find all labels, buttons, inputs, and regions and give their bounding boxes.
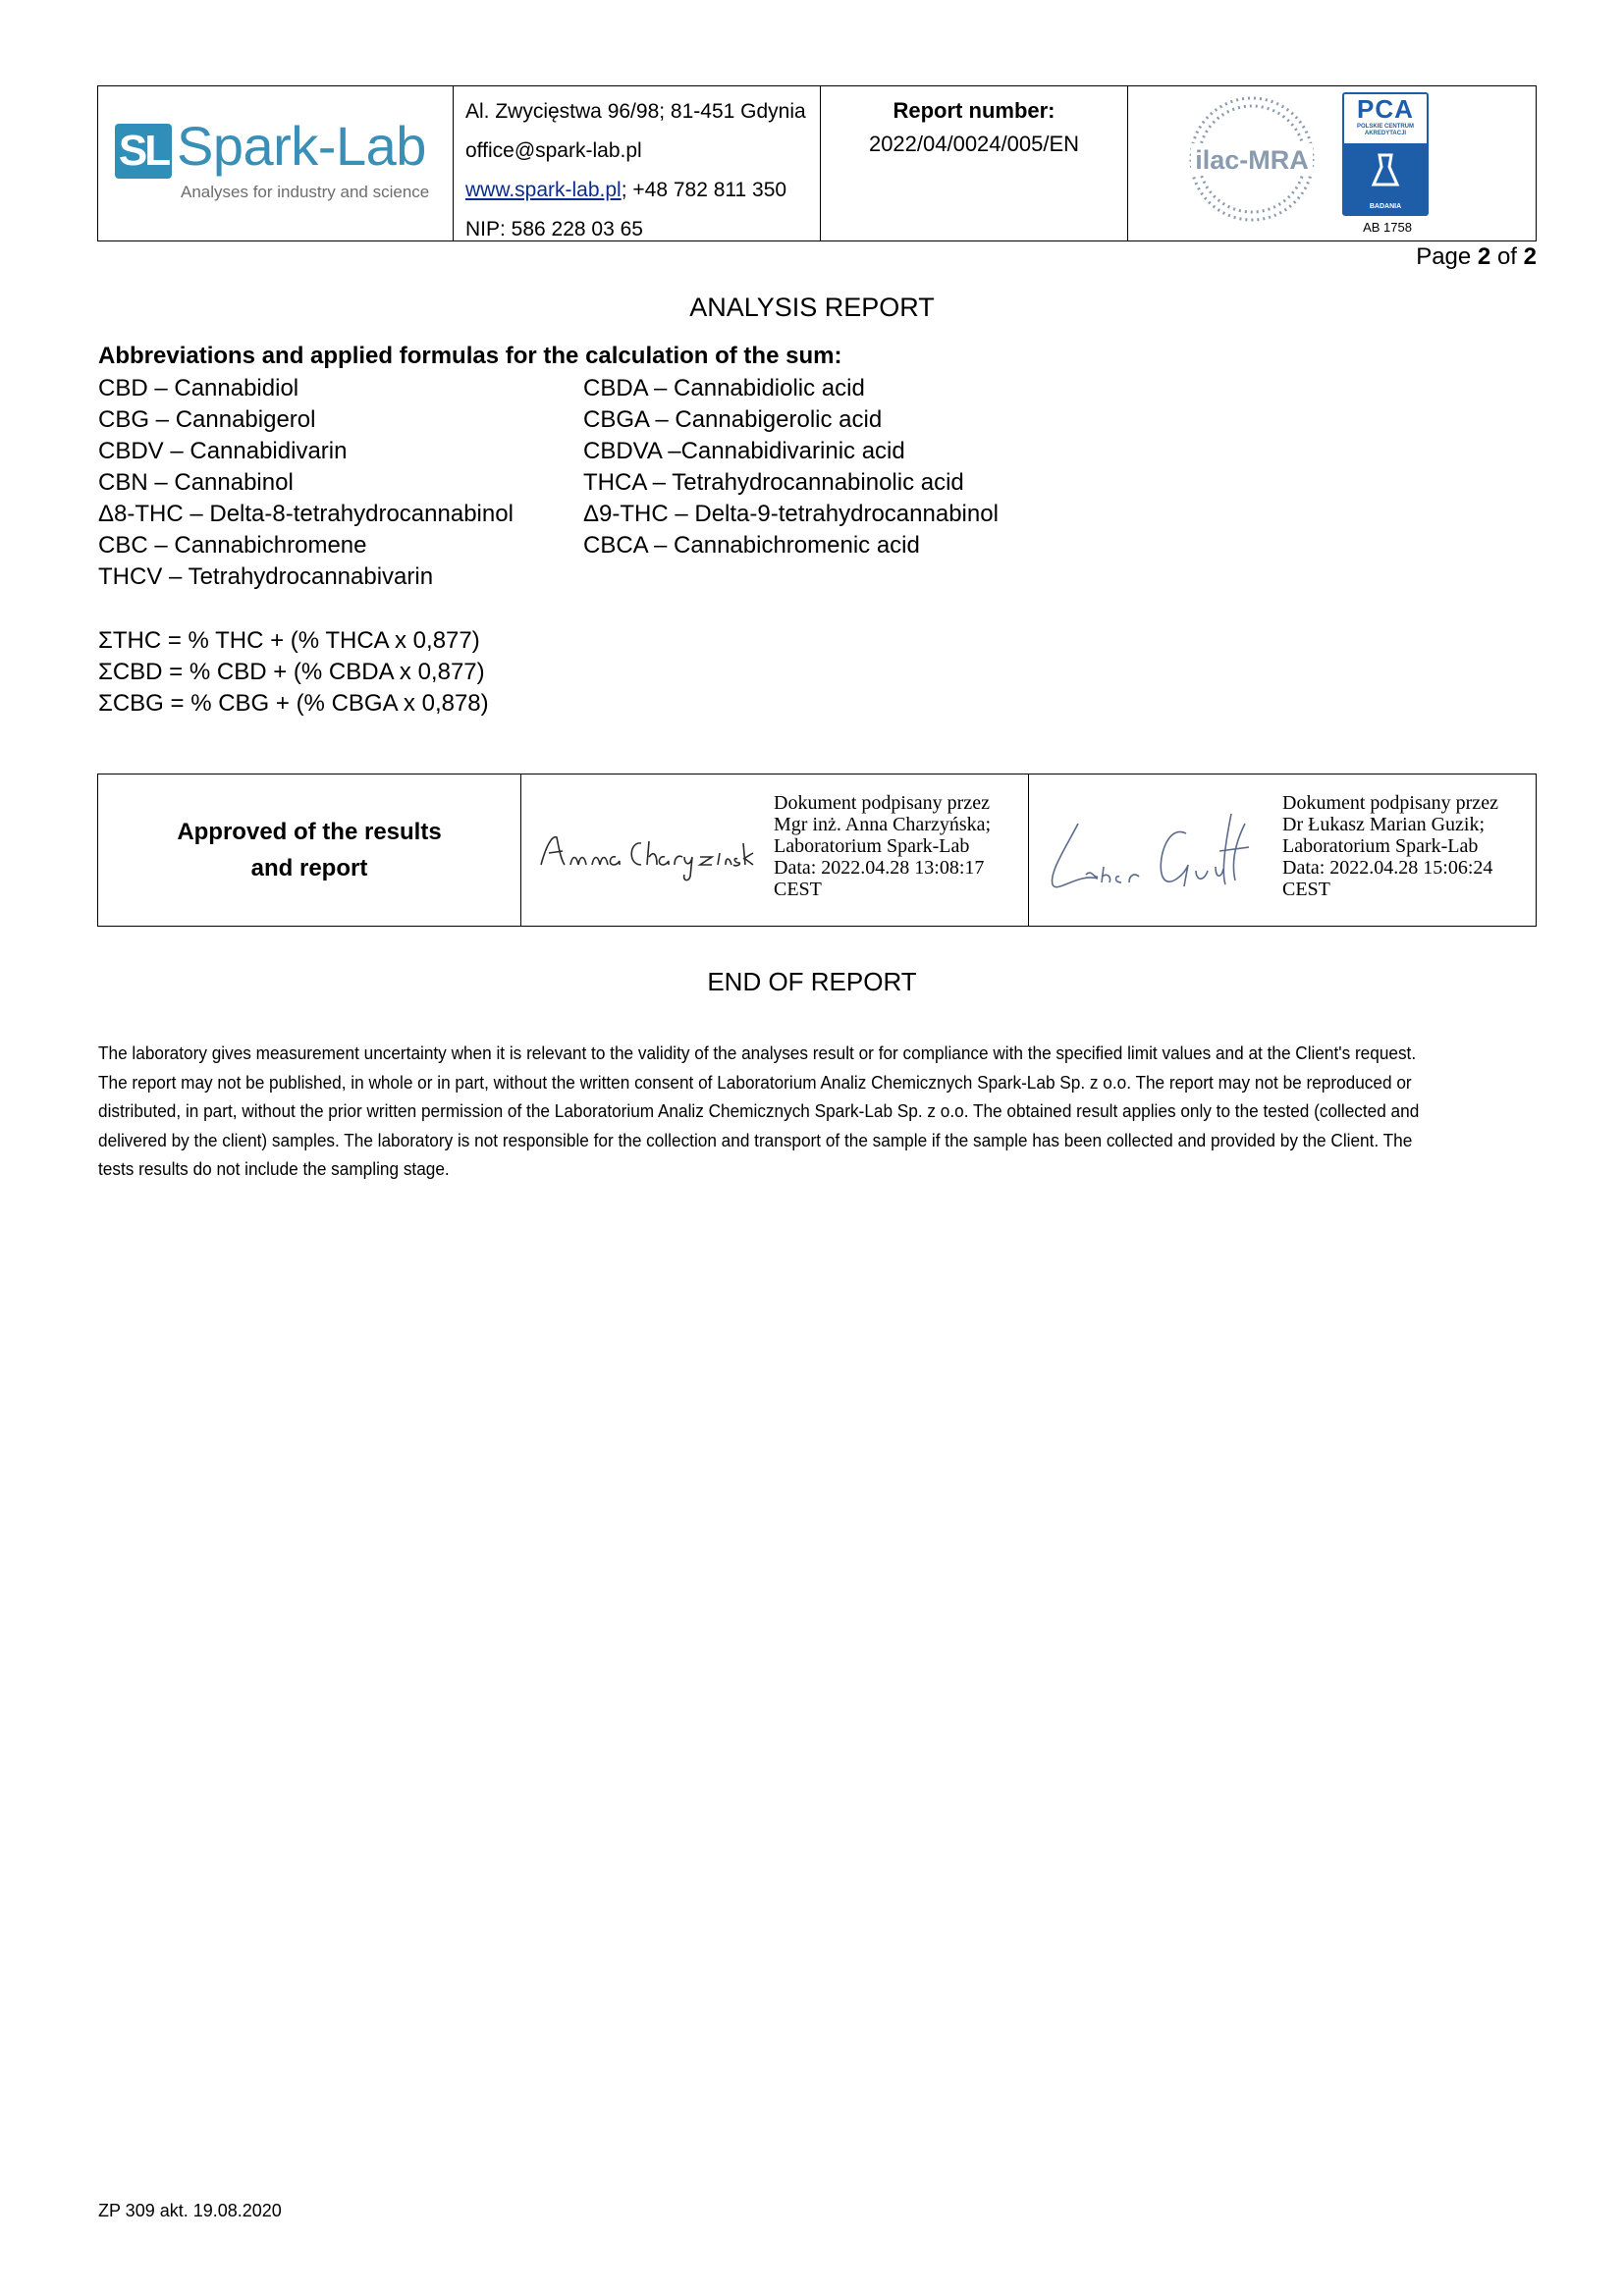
page-number	[1416, 243, 1537, 271]
logo-name: Spark-Lab	[177, 115, 426, 177]
company-logo	[98, 86, 454, 240]
abbreviations-left	[98, 373, 514, 593]
sig1-line: CEST	[774, 879, 822, 900]
phone: ; +48 782 811 350	[621, 179, 787, 201]
nip: NIP: 586 228 03 65	[465, 218, 643, 240]
signature-cell-1	[521, 774, 1029, 926]
website-link[interactable]: www.spark-lab.pl	[465, 179, 622, 201]
disclaimer-line: The report may not be published, in whole or in part, without the written consent of Laboratorium Analiz Chemicznych Spark-Lab Sp. z o.o. The report may not be reproduced or	[98, 1071, 1412, 1093]
logo-mark: SL	[115, 124, 172, 179]
report-number: 2022/04/0024/005/EN	[868, 132, 1080, 156]
abbr-item: CBG – Cannabigerol	[98, 406, 316, 433]
abbr-item: CBDVA –Cannabidivarinic acid	[583, 438, 905, 464]
sig1-line: Data: 2022.04.28 13:08:17	[774, 857, 985, 879]
page-prefix: Page	[1416, 243, 1478, 270]
disclaimer-line: delivered by the client) samples. The laboratory is not responsible for the collection and transport of the sample if the sample has been collected and provided by the Client. The	[98, 1129, 1413, 1150]
ilac-text: ilac-MRA	[1195, 145, 1309, 175]
sig1-line: Laboratorium Spark-Lab	[774, 835, 970, 857]
contact-info	[454, 86, 821, 240]
accreditation-cell	[1128, 86, 1536, 240]
disclaimer	[98, 1039, 1532, 1184]
approval-table	[97, 774, 1537, 927]
disclaimer-line: The laboratory gives measurement uncertainty when it is relevant to the validity of the analyses result or for compliance with the specified limit values and at the Client's request.	[98, 1042, 1417, 1063]
formula: ΣTHC = % THC + (% THCA x 0,877)	[98, 627, 480, 654]
pca-title: PCA	[1357, 94, 1414, 124]
pca-badge	[1344, 143, 1427, 214]
report-number-cell	[821, 86, 1128, 240]
report-title: ANALYSIS REPORT	[689, 293, 935, 322]
page-current: 2	[1477, 243, 1491, 270]
approval-label-line1: Approved of the results	[177, 819, 442, 845]
address: Al. Zwycięstwa 96/98; 81-451 Gdynia	[465, 100, 806, 123]
abbr-item: CBDV – Cannabidivarin	[98, 438, 348, 464]
accreditation-code: AB 1758	[1363, 220, 1412, 235]
sig2-line: CEST	[1282, 879, 1330, 900]
handwritten-signature-2	[1039, 804, 1274, 902]
page-of: of	[1490, 243, 1524, 270]
signature-1-text	[774, 792, 991, 900]
report-header	[97, 85, 1537, 241]
abbr-item: CBGA – Cannabigerolic acid	[583, 406, 883, 433]
sig2-line: Laboratorium Spark-Lab	[1282, 835, 1479, 857]
pca-subtitle: POLSKIE CENTRUM AKREDYTACJI	[1356, 124, 1414, 136]
pca-badge-text: BADANIA	[1369, 203, 1402, 210]
email: office@spark-lab.pl	[465, 139, 642, 162]
end-of-report: END OF REPORT	[707, 967, 917, 996]
formulas	[98, 625, 489, 720]
signature-cell-2	[1029, 774, 1536, 926]
approval-label-line2: and report	[250, 855, 368, 881]
sig2-line: Data: 2022.04.28 15:06:24	[1282, 857, 1493, 879]
pca-logo	[1342, 92, 1429, 216]
abbr-item: Δ9-THC – Delta-9-tetrahydrocannabinol	[583, 501, 999, 527]
abbreviations-heading: Abbreviations and applied formulas for the calculation of the sum:	[98, 343, 842, 369]
disclaimer-line: distributed, in part, without the prior written permission of the Laboratorium Analiz Chemicznych Spark-Lab Sp. z o.o. The obtained result applies only to the tested (collected and	[98, 1100, 1420, 1121]
page-total: 2	[1523, 243, 1537, 270]
abbr-item: Δ8-THC – Delta-8-tetrahydrocannabinol	[98, 501, 514, 527]
signature-2-text	[1282, 792, 1498, 900]
footer-code: ZP 309 akt. 19.08.2020	[98, 2201, 282, 2220]
formula: ΣCBD = % CBD + (% CBDA x 0,877)	[98, 659, 485, 685]
abbr-item: THCV – Tetrahydrocannabivarin	[98, 563, 434, 590]
abbr-item: CBCA – Cannabichromenic acid	[583, 532, 920, 559]
logo-tagline: Analyses for industry and science	[181, 183, 430, 201]
approval-label	[98, 774, 521, 926]
sig1-line: Dokument podpisany przez	[774, 792, 990, 814]
formula: ΣCBG = % CBG + (% CBGA x 0,878)	[98, 690, 489, 717]
sig2-line: Dokument podpisany przez	[1282, 792, 1498, 814]
abbr-item: THCA – Tetrahydrocannabinolic acid	[583, 469, 964, 496]
abbreviations-right	[583, 373, 999, 561]
ilac-mra-logo	[1185, 92, 1319, 226]
abbr-item: CBD – Cannabidiol	[98, 375, 299, 401]
abbr-item: CBN – Cannabinol	[98, 469, 294, 496]
disclaimer-line: tests results do not include the sampling stage.	[98, 1158, 450, 1179]
flask-icon	[1366, 151, 1405, 190]
sig2-line: Dr Łukasz Marian Guzik;	[1282, 814, 1486, 835]
website-phone	[465, 171, 820, 210]
report-number-label: Report number:	[893, 98, 1056, 123]
handwritten-signature-1	[535, 814, 761, 882]
abbr-item: CBDA – Cannabidiolic acid	[583, 375, 865, 401]
abbr-item: CBC – Cannabichromene	[98, 532, 367, 559]
sig1-line: Mgr inż. Anna Charzyńska;	[774, 814, 992, 835]
